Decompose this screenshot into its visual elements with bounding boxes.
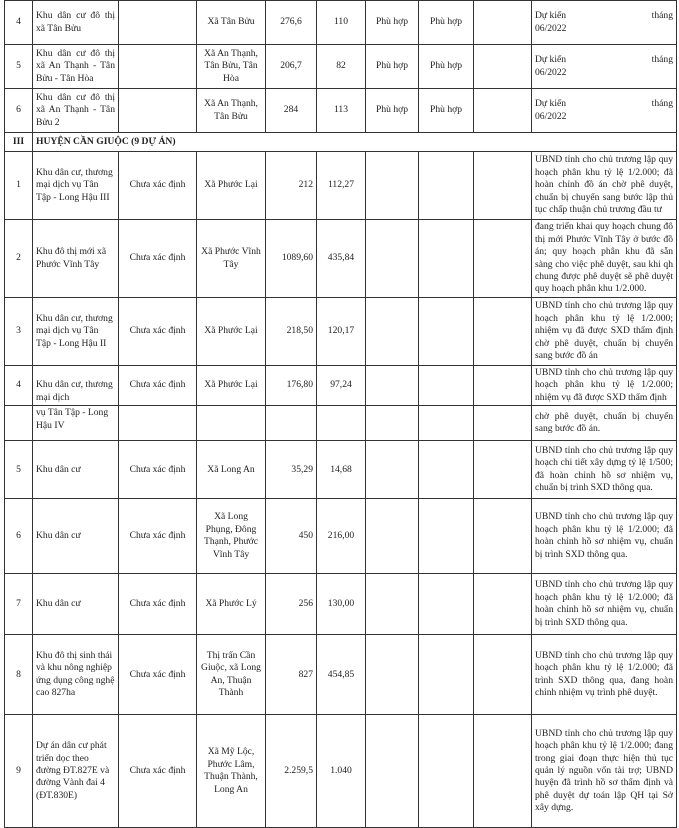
- blank-cell: [366, 635, 419, 715]
- investor-cell: [119, 406, 197, 441]
- blank-cell: [474, 635, 532, 715]
- table-row: [5, 152, 677, 220]
- blank-cell: [419, 298, 474, 366]
- blank-cell: [419, 441, 474, 499]
- population-cell: 120,17: [317, 298, 366, 366]
- table-row: [5, 298, 677, 366]
- project-name-cell: vụ Tân Tập - Long Hậu IV: [33, 406, 119, 441]
- stt-cell: 7: [5, 574, 33, 635]
- area-cell: 276,6: [266, 1, 317, 45]
- note-cell: đang triển khai quy hoạch chung đô thị mới Phước Vĩnh Tây ở bước đồ án; quy hoạch phân khu đã sẵn sàng cho việc phê duyệt, sau khi qh chung được phê duyệt sẽ phê duyệt quy hoạch phân khu 1/2.000.: [532, 220, 677, 298]
- blank-cell: [474, 152, 532, 220]
- stt-cell: 5: [5, 45, 33, 89]
- population-cell: 1.040: [317, 715, 366, 828]
- area-cell: 206,7: [266, 45, 317, 89]
- blank-cell: [366, 366, 419, 406]
- note-cell: UBND tỉnh cho chủ trương lập quy hoạch phân khu tỷ lệ 1/2.000; đã hoàn chỉnh đồ án chờ phê duyệt, chuẩn bị chuyển sang bước lập thủ tục chấp thuận chủ trương đầu tư: [532, 152, 677, 220]
- table-row: [5, 1, 677, 45]
- area-cell: 218,50: [266, 298, 317, 366]
- population-cell: 110: [317, 1, 366, 45]
- table-row: [5, 635, 677, 715]
- area-cell: [266, 406, 317, 441]
- note-cell: chờ phê duyệt, chuẩn bị chuyển sang bước đồ án.: [532, 406, 677, 441]
- location-cell: Xã An Thạnh, Tân Bửu, Tân Hòa: [197, 45, 266, 89]
- blank-cell: [474, 574, 532, 635]
- investor-cell: Chưa xác định: [119, 715, 197, 828]
- investor-cell: Chưa xác định: [119, 366, 197, 406]
- blank-cell: [419, 715, 474, 828]
- stt-cell: 9: [5, 715, 33, 828]
- blank-cell: [474, 499, 532, 574]
- location-cell: Xã Long An: [197, 441, 266, 499]
- note-word: Dự kiến: [535, 98, 567, 110]
- blank-cell: [474, 366, 532, 406]
- project-name-cell: Dự án dân cư phát triển dọc theo đường ĐT.827E và đường Vành đai 4 (ĐT.830E): [33, 715, 119, 828]
- project-name-cell: Khu dân cư đô thị xã An Thạnh - Tân Bửu 2: [33, 89, 119, 133]
- note-date: 06/2022: [535, 110, 567, 122]
- blank-cell: [474, 715, 532, 828]
- location-cell: Xã Tân Bửu: [197, 1, 266, 45]
- population-cell: 454,85: [317, 635, 366, 715]
- investor-cell: Chưa xác định: [119, 441, 197, 499]
- project-name-cell: Khu đô thị sinh thái và khu nông nghiệp ứng dụng công nghệ cao 827ha: [33, 635, 119, 715]
- population-cell: 216,00: [317, 499, 366, 574]
- note-cell: [532, 89, 677, 133]
- table-row: [5, 45, 677, 89]
- stt-cell: 6: [5, 89, 33, 133]
- location-cell: Xã Phước Lại: [197, 366, 266, 406]
- blank-cell: [366, 406, 419, 441]
- note-cell: UBND tỉnh cho chủ trương lập quy hoạch phân khu tỷ lệ 1/2.000; đã hoàn chỉnh hồ sơ nhiệm vụ, chuẩn bị trình SXD thông qua.: [532, 574, 677, 635]
- table-row: [5, 220, 677, 298]
- investor-cell: Chưa xác định: [119, 220, 197, 298]
- population-cell: 97,24: [317, 366, 366, 406]
- area-cell: 212: [266, 152, 317, 220]
- table-row: [5, 499, 677, 574]
- stt-cell: 5: [5, 441, 33, 499]
- area-cell: 284: [266, 89, 317, 133]
- compliance-cell: Phù hợp: [419, 1, 474, 45]
- stt-cell: 6: [5, 499, 33, 574]
- stt-cell: 4: [5, 366, 33, 406]
- area-cell: 35,29: [266, 441, 317, 499]
- section-title: HUYỆN CẦN GIUỘC (9 DỰ ÁN): [33, 133, 677, 152]
- note-word: tháng: [651, 98, 673, 110]
- location-cell: [197, 406, 266, 441]
- project-name-cell: Khu dân cư, thương mại dịch: [33, 366, 119, 406]
- blank-cell: [419, 366, 474, 406]
- note-cell: UBND tỉnh cho chủ trương lập quy hoạch phân khu tỷ lệ 1/2.000; nhiệm vụ đã được SXD thẩm định chờ phê duyệt, chuẩn bị chuyển sang bước đồ án: [532, 298, 677, 366]
- area-cell: 1089,60: [266, 220, 317, 298]
- project-name-cell: Khu dân cư: [33, 441, 119, 499]
- population-cell: 82: [317, 45, 366, 89]
- blank-cell: [366, 441, 419, 499]
- population-cell: 14,68: [317, 441, 366, 499]
- location-cell: Xã An Thạnh, Tân Bửu: [197, 89, 266, 133]
- table-row: [5, 715, 677, 828]
- note-date: 06/2022: [535, 66, 567, 78]
- compliance-cell: Phù hợp: [419, 45, 474, 89]
- area-cell: 827: [266, 635, 317, 715]
- table-row: [5, 574, 677, 635]
- blank-cell: [474, 406, 532, 441]
- note-word: tháng: [651, 10, 673, 22]
- location-cell: Xã Mỹ Lộc, Phước Lâm, Thuận Thành, Long An: [197, 715, 266, 828]
- table-row: [5, 89, 677, 133]
- location-cell: Xã Long Phụng, Đông Thạnh, Phước Vĩnh Tây: [197, 499, 266, 574]
- blank-cell: [474, 89, 532, 133]
- blank-cell: [366, 715, 419, 828]
- investor-cell: Chưa xác định: [119, 152, 197, 220]
- location-cell: Xã Phước Vĩnh Tây: [197, 220, 266, 298]
- population-cell: [317, 406, 366, 441]
- blank-cell: [474, 1, 532, 45]
- note-word: tháng: [651, 54, 673, 66]
- blank-cell: [419, 635, 474, 715]
- project-name-cell: Khu đô thị mới xã Phước Vĩnh Tây: [33, 220, 119, 298]
- investor-cell: [119, 1, 197, 45]
- blank-cell: [474, 220, 532, 298]
- population-cell: 435,84: [317, 220, 366, 298]
- investor-cell: Chưa xác định: [119, 574, 197, 635]
- section-number: III: [5, 133, 33, 152]
- blank-cell: [474, 45, 532, 89]
- location-cell: Xã Phước Lại: [197, 152, 266, 220]
- blank-cell: [366, 574, 419, 635]
- blank-cell: [419, 574, 474, 635]
- project-name-cell: Khu dân cư: [33, 499, 119, 574]
- table-row: [5, 441, 677, 499]
- area-cell: 176,80: [266, 366, 317, 406]
- blank-cell: [366, 499, 419, 574]
- stt-cell: 2: [5, 220, 33, 298]
- note-cell: [532, 1, 677, 45]
- investor-cell: Chưa xác định: [119, 635, 197, 715]
- note-date: 06/2022: [535, 22, 567, 34]
- blank-cell: [366, 152, 419, 220]
- note-cell: [532, 45, 677, 89]
- investor-cell: Chưa xác định: [119, 298, 197, 366]
- project-name-cell: Khu dân cư, thương mại dịch vụ Tân Tập - Long Hậu III: [33, 152, 119, 220]
- note-word: Dự kiến: [535, 10, 567, 22]
- note-cell: UBND tỉnh cho chủ trương lập quy hoạch chi tiết xây dựng tỷ lệ 1/500; đã hoàn chỉnh hồ sơ nhiệm vụ, chuẩn bị trình SXD thông qua.: [532, 441, 677, 499]
- stt-cell: 4: [5, 1, 33, 45]
- area-cell: 256: [266, 574, 317, 635]
- note-line: [535, 54, 673, 66]
- stt-cell: [5, 406, 33, 441]
- population-cell: 113: [317, 89, 366, 133]
- area-cell: 450: [266, 499, 317, 574]
- project-name-cell: Khu dân cư đô thị xã Tân Bửu: [33, 1, 119, 45]
- investor-cell: Chưa xác định: [119, 499, 197, 574]
- location-cell: Xã Phước Lý: [197, 574, 266, 635]
- investor-cell: [119, 89, 197, 133]
- note-cell: UBND tỉnh cho chủ trương lập quy hoạch phân khu tỷ lệ 1/2.000; đang trong giai đoạn thực hiện thủ tục quản lý nguồn vốn tài trợ; UBND huyện đã trình hồ sơ thẩm định và phê duyệt dự toán lập QH tại Sở xây dựng.: [532, 715, 677, 828]
- blank-cell: [419, 220, 474, 298]
- compliance-cell: Phù hợp: [366, 89, 419, 133]
- population-cell: 130,00: [317, 574, 366, 635]
- note-cell: UBND tỉnh cho chủ trương lập quy hoạch phân khu tỷ lệ 1/2.000; đã trình SXD thông qua, đang hoàn chỉnh nhiệm vụ trình phê duyệt.: [532, 635, 677, 715]
- note-cell: UBND tỉnh cho chủ trương lập quy hoạch phân khu tỷ lệ 1/2.000; nhiệm vụ đã được SXD thẩm định: [532, 366, 677, 406]
- note-line: [535, 98, 673, 110]
- note-word: Dự kiến: [535, 54, 567, 66]
- planning-table: [4, 0, 677, 828]
- table-row: [5, 366, 677, 406]
- population-cell: 112,27: [317, 152, 366, 220]
- project-name-cell: Khu dân cư đô thị xã An Thạnh - Tân Bửu - Tân Hòa: [33, 45, 119, 89]
- blank-cell: [366, 298, 419, 366]
- table-row: [5, 406, 677, 441]
- note-cell: UBND tỉnh cho chủ trương lập quy hoạch phân khu tỷ lệ 1/2.000; đã hoàn chỉnh hồ sơ nhiệm vụ, chuẩn bị trình SXD thông qua.: [532, 499, 677, 574]
- area-cell: 2.259,5: [266, 715, 317, 828]
- blank-cell: [419, 152, 474, 220]
- blank-cell: [419, 499, 474, 574]
- blank-cell: [474, 441, 532, 499]
- project-name-cell: Khu dân cư, thương mại dịch vụ Tân Tập - Long Hậu II: [33, 298, 119, 366]
- stt-cell: 8: [5, 635, 33, 715]
- location-cell: Xã Phước Lại: [197, 298, 266, 366]
- note-line: [535, 10, 673, 22]
- compliance-cell: Phù hợp: [366, 45, 419, 89]
- project-name-cell: Khu dân cư: [33, 574, 119, 635]
- stt-cell: 1: [5, 152, 33, 220]
- stt-cell: 3: [5, 298, 33, 366]
- compliance-cell: Phù hợp: [419, 89, 474, 133]
- investor-cell: [119, 45, 197, 89]
- blank-cell: [419, 406, 474, 441]
- blank-cell: [366, 220, 419, 298]
- location-cell: Thị trấn Cần Giuộc, xã Long An, Thuận Thành: [197, 635, 266, 715]
- blank-cell: [474, 298, 532, 366]
- section-row: [5, 133, 677, 152]
- compliance-cell: Phù hợp: [366, 1, 419, 45]
